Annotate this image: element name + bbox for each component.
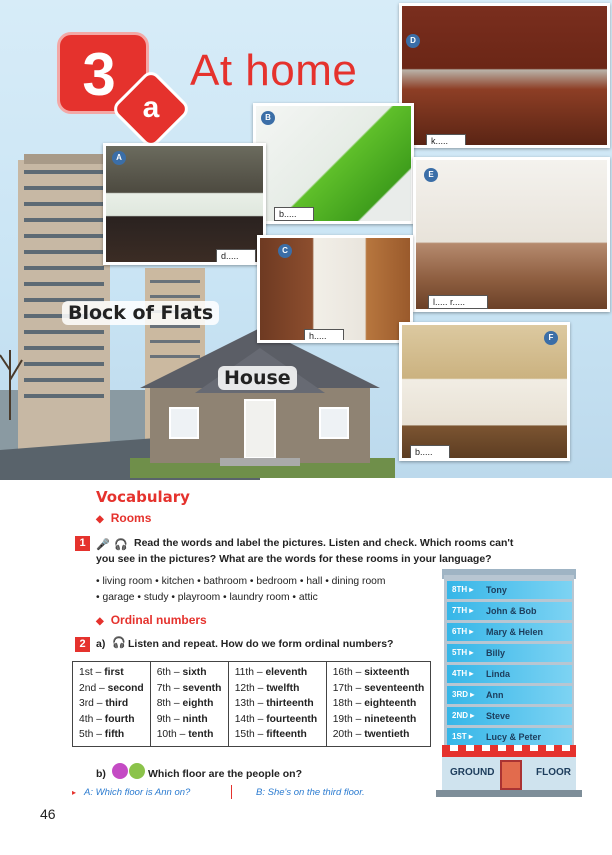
- unit-number: 3: [82, 41, 116, 108]
- room-words-line2: • garage • study • playroom • laundry room • attic: [96, 592, 318, 603]
- building-base: [436, 790, 582, 797]
- diamond-bullet-icon: ◆: [96, 514, 104, 525]
- headphones-icon: 🎧: [114, 539, 128, 551]
- photo-label-blank: b.....: [274, 207, 314, 221]
- ordinal-item: 10th – tenth: [156, 729, 214, 740]
- arrow-bullet-icon: ▸: [72, 788, 77, 797]
- example-question: A: Which floor is Ann on?: [84, 787, 191, 798]
- floor-resident: Linda: [486, 669, 510, 679]
- photo-f: [399, 322, 570, 461]
- floor-tag: 1ST ▸: [452, 732, 473, 741]
- ordinal-item: 12th – twelfth: [234, 682, 300, 694]
- example-answer: B: She's on the third floor.: [256, 787, 365, 798]
- ordinal-item: 13th – thirteenth: [234, 698, 314, 709]
- ordinal-item: 8th – eighth: [156, 698, 214, 709]
- ordinal-item: 2nd – second: [79, 682, 144, 694]
- photo-label-blank: k.....: [426, 134, 466, 148]
- floor-label: FLOOR: [536, 767, 571, 778]
- floor-tag: 6TH ▸: [452, 627, 474, 636]
- room-words-line1: • living room • kitchen • bathroom • bedroom • hall • dining room: [96, 576, 386, 587]
- microphone-icon: 🎤: [96, 539, 110, 551]
- ordinal-item: 4th – fourth: [79, 713, 135, 725]
- photo-letter: E: [424, 168, 438, 182]
- ordinal-numbers-heading: ◆ Ordinal numbers: [96, 613, 207, 627]
- exercise-1-instruction-line1: Read the words and label the pictures. Listen and check. Which rooms can't: [134, 537, 514, 549]
- ordinal-item: 14th – fourteenth: [234, 713, 318, 725]
- exercise-2b-instruction: Which floor are the people on?: [148, 768, 303, 780]
- photo-letter: D: [406, 34, 420, 48]
- photo-letter: B: [261, 111, 275, 125]
- divider: [231, 785, 232, 799]
- ordinal-item: 15th – fifteenth: [234, 729, 307, 740]
- floor-resident: Tony: [486, 585, 507, 595]
- ordinal-item: 16th – sixteenth: [332, 667, 410, 678]
- photo-label-blank: d.....: [216, 249, 256, 263]
- exercise-2b-label: b): [96, 768, 106, 780]
- ordinal-item: 3rd – third: [79, 698, 129, 709]
- ordinals-column-2: [150, 662, 228, 747]
- caption-house: House: [218, 366, 297, 390]
- photo-label-blank: l..... r.....: [428, 295, 488, 309]
- exercise-2a-instruction: Listen and repeat. How do we form ordinal numbers?: [128, 638, 394, 650]
- photo-letter: F: [544, 331, 558, 345]
- floor-resident: Steve: [486, 711, 511, 721]
- ordinal-item: 7th – seventh: [156, 682, 222, 694]
- ordinals-column-1: [73, 662, 151, 747]
- photo-a: [103, 143, 266, 265]
- ordinals-column-3: [228, 662, 326, 747]
- exercise-number: 2: [75, 637, 90, 652]
- floor-tag: 2ND ▸: [452, 711, 475, 720]
- exercise-number: 1: [75, 536, 90, 551]
- ordinal-item: 17th – seventeenth: [332, 682, 425, 694]
- floor-resident: Mary & Helen: [486, 627, 544, 637]
- ground-label: GROUND: [450, 767, 495, 778]
- exercise-1-instruction-line2: you see in the pictures? What are the words for these rooms in your language?: [96, 553, 492, 565]
- ordinals-table: [72, 661, 431, 747]
- floor-resident: Lucy & Peter: [486, 732, 542, 742]
- photo-letter: C: [278, 244, 292, 258]
- floor-tag: 8TH ▸: [452, 585, 474, 594]
- floor-tag: 7TH ▸: [452, 606, 474, 615]
- photo-label-blank: b.....: [410, 445, 450, 459]
- speaking-pair-icon: [112, 763, 146, 781]
- ordinal-item: 5th – fifth: [79, 729, 125, 740]
- vocabulary-heading: Vocabulary: [96, 488, 190, 506]
- diamond-bullet-icon: ◆: [96, 616, 104, 627]
- headphones-icon: 🎧: [112, 637, 126, 649]
- photo-c: [257, 235, 413, 343]
- ordinal-item: 19th – nineteenth: [332, 713, 417, 725]
- photo-letter: A: [112, 151, 126, 165]
- page-number: 46: [40, 806, 56, 822]
- floor-tag: 4TH ▸: [452, 669, 474, 678]
- floor-tag: 5TH ▸: [452, 648, 474, 657]
- rooms-heading: ◆ Rooms: [96, 511, 152, 525]
- ordinals-column-4: [326, 662, 431, 747]
- ordinal-item: 18th – eighteenth: [332, 698, 417, 709]
- door-icon: [500, 760, 522, 790]
- ordinal-item: 6th – sixth: [156, 667, 207, 678]
- floor-tag: 3RD ▸: [452, 690, 475, 699]
- photo-e: [413, 157, 610, 312]
- floor-resident: Ann: [486, 690, 504, 700]
- photo-label-blank: h.....: [304, 329, 344, 343]
- page-title: At home: [190, 46, 358, 95]
- photo-d: [399, 3, 610, 148]
- floor-resident: Billy: [486, 648, 506, 658]
- floor-resident: John & Bob: [486, 606, 537, 616]
- photo-b: [253, 103, 414, 224]
- unit-letter: a: [142, 91, 160, 124]
- ordinal-item: 1st – first: [79, 667, 124, 678]
- exercise-2a-label: a): [96, 638, 106, 650]
- caption-block-of-flats: Block of Flats: [62, 301, 219, 325]
- ordinal-item: 9th – ninth: [156, 713, 208, 725]
- ordinal-item: 20th – twentieth: [332, 729, 410, 740]
- ordinal-item: 11th – eleventh: [234, 667, 308, 678]
